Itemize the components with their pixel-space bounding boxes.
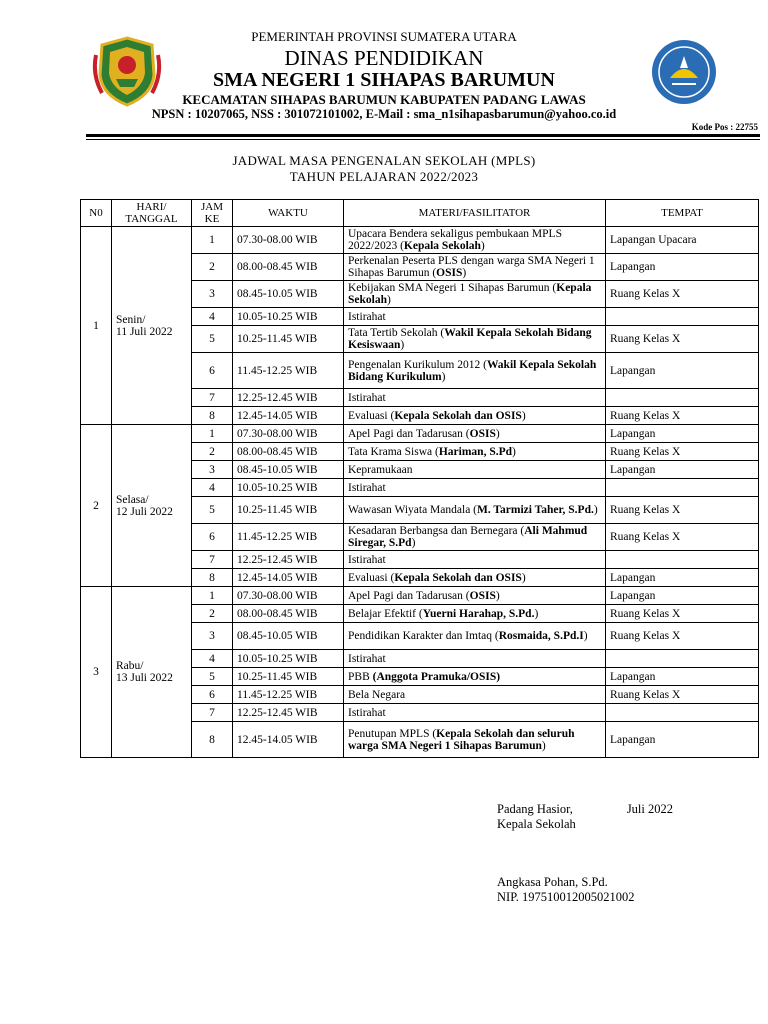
facilitator-name: OSIS: [469, 427, 496, 440]
place-cell: Ruang Kelas X: [606, 497, 759, 524]
header-place: TEMPAT: [606, 200, 759, 227]
facilitator-name: Kepala Sekolah dan OSIS: [394, 409, 522, 422]
facilitator-name: M. Tarmizi Taher, S.Pd.: [477, 504, 594, 516]
jam-ke-cell: 7: [192, 551, 233, 569]
time-cell: 10.05-10.25 WIB: [233, 308, 344, 326]
facilitator-name: OSIS: [469, 589, 496, 602]
day-number-cell: 2: [81, 425, 112, 587]
time-cell: 10.05-10.25 WIB: [233, 650, 344, 668]
material-text: Istirahat: [348, 652, 386, 665]
place-cell: Ruang Kelas X: [606, 407, 759, 425]
facilitator-name: OSIS: [436, 267, 463, 279]
jam-ke-cell: 8: [192, 407, 233, 425]
place-cell: Ruang Kelas X: [606, 623, 759, 650]
signature-place: Padang Hasior,: [497, 802, 573, 816]
material-text: Evaluasi (: [348, 571, 395, 584]
material-text: Apel Pagi dan Tadarusan (: [348, 589, 470, 602]
signature-name: Angkasa Pohan, S.Pd.: [497, 875, 608, 889]
material-text: Belajar Efektif (: [348, 607, 423, 620]
material-suffix: ): [462, 267, 467, 279]
jam-ke-cell: 8: [192, 569, 233, 587]
signature-role: Kepala Sekolah: [497, 817, 576, 831]
material-text: Perkenalan Peserta PLS dengan warga SMA Negeri 1 Sihapas Barumun (: [348, 255, 595, 279]
material-cell: [344, 308, 606, 326]
jam-ke-cell: 6: [192, 524, 233, 551]
material-cell: [344, 686, 606, 704]
time-cell: 12.25-12.45 WIB: [233, 704, 344, 722]
school-name: SMA NEGERI 1 SIHAPAS BARUMUN: [213, 69, 555, 91]
agency-name: DINAS PENDIDIKAN: [284, 46, 484, 70]
material-text: Kebijakan SMA Negeri 1 Sihapas Barumun (: [348, 282, 557, 294]
place-cell: Lapangan: [606, 668, 759, 686]
jam-ke-cell: 4: [192, 479, 233, 497]
time-cell: 07.30-08.00 WIB: [233, 227, 344, 254]
place-cell: Lapangan: [606, 425, 759, 443]
letterhead-divider-thick: [86, 134, 760, 137]
day-date-cell: [112, 425, 192, 587]
material-cell: [344, 722, 606, 758]
government-name: PEMERINTAH PROVINSI SUMATERA UTARA: [251, 29, 517, 44]
time-cell: 07.30-08.00 WIB: [233, 587, 344, 605]
material-text: Istirahat: [348, 553, 386, 566]
time-cell: 08.00-08.45 WIB: [233, 443, 344, 461]
time-cell: 08.45-10.05 WIB: [233, 461, 344, 479]
schedule-table: [80, 199, 759, 758]
material-text: Pengenalan Kurikulum 2012 (: [348, 358, 487, 371]
jam-ke-cell: 3: [192, 281, 233, 308]
material-text: Istirahat: [348, 391, 386, 404]
facilitator-name: Rosmaida, S.Pd.I: [498, 630, 584, 642]
facilitator-name: Yuerni Harahap, S.Pd.: [422, 607, 535, 620]
material-text: Tata Tertib Sekolah (: [348, 327, 445, 339]
header-time: WAKTU: [233, 200, 344, 227]
place-cell: [606, 308, 759, 326]
facilitator-name: Hariman, S.Pd: [438, 445, 513, 458]
jam-ke-cell: 1: [192, 425, 233, 443]
facilitator-name: Wakil Kepala Sekolah Bidang Kurikulum: [348, 358, 597, 383]
facilitator-name: Kepala Sekolah: [403, 240, 481, 252]
material-cell: [344, 353, 606, 389]
place-cell: Ruang Kelas X: [606, 443, 759, 461]
jam-ke-cell: 2: [192, 254, 233, 281]
place-cell: Ruang Kelas X: [606, 326, 759, 353]
material-cell: [344, 650, 606, 668]
material-text: Bela Negara: [348, 688, 406, 701]
district-line: KECAMATAN SIHAPAS BARUMUN KABUPATEN PADANG LAWAS: [182, 92, 586, 107]
jam-ke-cell: 7: [192, 389, 233, 407]
material-suffix: ): [480, 240, 485, 252]
material-cell: [344, 569, 606, 587]
jam-ke-cell: 3: [192, 623, 233, 650]
material-text: Kesadaran Berbangsa dan Bernegara (: [348, 525, 525, 537]
signature-nip: NIP. 197510012005021002: [497, 890, 635, 904]
day-name: Selasa/: [116, 493, 149, 506]
material-cell: [344, 497, 606, 524]
time-cell: 08.00-08.45 WIB: [233, 605, 344, 623]
material-cell: [344, 227, 606, 254]
material-text: Istirahat: [348, 706, 386, 719]
day-date-cell: [112, 227, 192, 425]
material-cell: [344, 389, 606, 407]
material-cell: [344, 281, 606, 308]
time-cell: 07.30-08.00 WIB: [233, 425, 344, 443]
material-suffix: ): [521, 571, 526, 584]
time-cell: 08.45-10.05 WIB: [233, 281, 344, 308]
table-header-row: [81, 200, 759, 227]
material-text: Tata Krama Siswa (: [348, 445, 439, 458]
material-suffix: ): [593, 504, 598, 516]
place-cell: Lapangan: [606, 254, 759, 281]
document-subtitle: TAHUN PELAJARAN 2022/2023: [289, 169, 479, 184]
jam-ke-cell: 2: [192, 443, 233, 461]
material-cell: [344, 551, 606, 569]
facilitator-name: Kepala Sekolah dan OSIS: [394, 571, 522, 584]
material-suffix: ): [521, 409, 526, 422]
material-text: Upacara Bendera sekaligus pembukaan MPLS 2022/2023 (: [348, 228, 562, 252]
facilitator-name: Kepala Sekolah: [348, 282, 592, 306]
material-cell: [344, 623, 606, 650]
time-cell: 10.25-11.45 WIB: [233, 326, 344, 353]
time-cell: 12.45-14.05 WIB: [233, 722, 344, 758]
material-cell: [344, 704, 606, 722]
material-cell: [344, 668, 606, 686]
jam-ke-cell: 1: [192, 587, 233, 605]
jam-ke-cell: 1: [192, 227, 233, 254]
document-title: JADWAL MASA PENGENALAN SEKOLAH (MPLS): [232, 153, 536, 168]
material-cell: [344, 524, 606, 551]
material-text: Kepramukaan: [348, 463, 413, 476]
table-row: [81, 425, 759, 443]
material-cell: [344, 407, 606, 425]
identification-line: NPSN : 10207065, NSS : 301072101002, E-Mail : sma_n1sihapasbarumun@yahoo.co.id: [151, 107, 617, 121]
facilitator-name: (Anggota Pramuka/OSIS): [372, 670, 501, 683]
material-suffix: ): [411, 537, 416, 549]
time-cell: 08.00-08.45 WIB: [233, 254, 344, 281]
material-suffix: ): [512, 445, 516, 458]
material-cell: [344, 326, 606, 353]
jam-ke-cell: 6: [192, 353, 233, 389]
signature-date: Juli 2022: [626, 802, 673, 816]
material-text: Pendidikan Karakter dan Imtaq (: [348, 630, 499, 642]
place-cell: [606, 704, 759, 722]
place-cell: Lapangan: [606, 569, 759, 587]
day-number-cell: 1: [81, 227, 112, 425]
material-suffix: ): [400, 339, 405, 351]
material-cell: [344, 461, 606, 479]
material-text: Istirahat: [348, 481, 386, 494]
material-suffix: ): [495, 589, 500, 602]
material-text: Wawasan Wiyata Mandala (: [348, 504, 477, 516]
day-date: 13 Juli 2022: [116, 672, 173, 684]
header-no: N0: [81, 200, 112, 227]
material-text: Apel Pagi dan Tadarusan (: [348, 427, 470, 440]
material-suffix: ): [441, 370, 446, 383]
header-jam: JAM KE: [192, 200, 233, 227]
header-material: MATERI/FASILITATOR: [344, 200, 606, 227]
time-cell: 12.45-14.05 WIB: [233, 569, 344, 587]
jam-ke-cell: 3: [192, 461, 233, 479]
material-text: Penutupan MPLS (: [348, 727, 437, 740]
day-date: 11 Juli 2022: [116, 325, 173, 338]
place-cell: Ruang Kelas X: [606, 686, 759, 704]
material-suffix: ): [495, 427, 500, 440]
time-cell: 12.25-12.45 WIB: [233, 551, 344, 569]
material-cell: [344, 587, 606, 605]
day-date: 12 Juli 2022: [116, 505, 173, 518]
jam-ke-cell: 7: [192, 704, 233, 722]
material-cell: [344, 605, 606, 623]
time-cell: 10.25-11.45 WIB: [233, 668, 344, 686]
header-day: HARI/ TANGGAL: [112, 200, 192, 227]
material-text: Evaluasi (: [348, 409, 395, 422]
jam-ke-cell: 5: [192, 326, 233, 353]
table-row: [81, 587, 759, 605]
place-cell: Lapangan Upacara: [606, 227, 759, 254]
jam-ke-cell: 5: [192, 497, 233, 524]
day-date-cell: [112, 587, 192, 758]
material-suffix: ): [583, 630, 588, 642]
jam-ke-cell: 6: [192, 686, 233, 704]
material-cell: [344, 425, 606, 443]
time-cell: 11.45-12.25 WIB: [233, 524, 344, 551]
place-cell: Lapangan: [606, 461, 759, 479]
postal-code: Kode Pos : 22755: [691, 122, 758, 132]
place-cell: Ruang Kelas X: [606, 605, 759, 623]
day-name: Rabu/: [116, 660, 144, 672]
material-cell: [344, 479, 606, 497]
place-cell: [606, 389, 759, 407]
time-cell: 10.25-11.45 WIB: [233, 497, 344, 524]
time-cell: 11.45-12.25 WIB: [233, 353, 344, 389]
material-suffix: ): [534, 607, 539, 620]
place-cell: Lapangan: [606, 722, 759, 758]
material-text: PBB: [348, 670, 373, 683]
jam-ke-cell: 8: [192, 722, 233, 758]
time-cell: 12.45-14.05 WIB: [233, 407, 344, 425]
facilitator-name: Wakil Kepala Sekolah Bidang Kesiswaan: [348, 327, 592, 351]
day-name: Senin/: [116, 313, 146, 326]
material-cell: [344, 254, 606, 281]
facilitator-name: Ali Mahmud Siregar, S.Pd: [348, 525, 588, 549]
time-cell: 08.45-10.05 WIB: [233, 623, 344, 650]
place-cell: Ruang Kelas X: [606, 281, 759, 308]
material-text: Istirahat: [348, 310, 386, 323]
material-suffix: ): [541, 739, 546, 752]
letterhead-divider-thin: [86, 139, 760, 140]
jam-ke-cell: 4: [192, 650, 233, 668]
place-cell: [606, 551, 759, 569]
place-cell: [606, 650, 759, 668]
material-cell: [344, 443, 606, 461]
place-cell: Lapangan: [606, 587, 759, 605]
jam-ke-cell: 4: [192, 308, 233, 326]
table-row: [81, 227, 759, 254]
jam-ke-cell: 2: [192, 605, 233, 623]
day-number-cell: 3: [81, 587, 112, 758]
signature-block: [497, 802, 757, 905]
time-cell: 12.25-12.45 WIB: [233, 389, 344, 407]
place-cell: Lapangan: [606, 353, 759, 389]
facilitator-name: Kepala Sekolah dan seluruh warga SMA Negeri 1 Sihapas Barumun: [348, 727, 575, 752]
place-cell: [606, 479, 759, 497]
place-cell: Ruang Kelas X: [606, 524, 759, 551]
jam-ke-cell: 5: [192, 668, 233, 686]
time-cell: 11.45-12.25 WIB: [233, 686, 344, 704]
material-suffix: ): [387, 294, 391, 306]
time-cell: 10.05-10.25 WIB: [233, 479, 344, 497]
